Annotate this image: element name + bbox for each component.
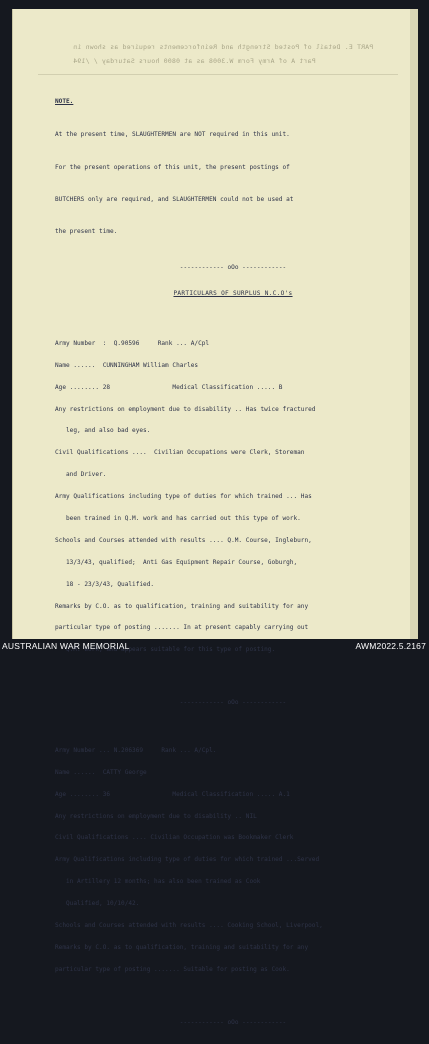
note-line: At the present time, SLAUGHTERMEN are NOT required in this unit. bbox=[55, 131, 290, 139]
entry-line: Army Qualifications including type of duties for which trained ... Has bbox=[55, 493, 312, 501]
entry-line: particular type of posting ....... In at present capably carrying out bbox=[55, 624, 309, 632]
bleed-through-line: Part A of Army Form W.3008 as at 0800 hours Saturday / /194 bbox=[73, 57, 316, 65]
footer-credit: AUSTRALIAN WAR MEMORIAL bbox=[2, 641, 130, 651]
note-heading: NOTE. bbox=[55, 97, 74, 105]
entry-line: Remarks by C.O. as to qualification, training and suitability for any bbox=[55, 602, 309, 610]
entry-line: Any restrictions on employment due to disability .. Has twice fractured bbox=[55, 405, 316, 413]
entry-line: 18 - 23/3/43, Qualified. bbox=[55, 580, 155, 588]
entry-line: leg, and also bad eyes. bbox=[55, 427, 151, 435]
entry-line: and Driver. bbox=[55, 471, 107, 479]
section-title: PARTICULARS OF SURPLUS N.C.O's bbox=[173, 290, 293, 298]
note-line: For the present operations of this unit, the present postings of bbox=[55, 163, 290, 171]
entry-line: 13/3/43, qualified; Anti Gas Equipment Repair Course, Goburgh, bbox=[55, 558, 298, 566]
entry-line: Remarks by C.O. as to qualification, training and suitability for any bbox=[55, 943, 309, 951]
entry-line: Civil Qualifications .... Civilian Occupation was Bookmaker Clerk bbox=[55, 834, 294, 842]
entry-line: Army Number ... N.206369 Rank ... A/Cpl. bbox=[55, 746, 217, 754]
entry-line: Name ...... CUNNINGHAM William Charles bbox=[55, 361, 199, 369]
entry-line: Schools and Courses attended with results .... Cooking School, Liverpool, bbox=[55, 921, 323, 929]
entry-line: Name ...... CATTY George bbox=[55, 768, 147, 776]
entry-line: particular type of posting ....... Suitable for posting as Cook. bbox=[55, 965, 290, 973]
entry-line: Qualified, 10/10/42. bbox=[55, 900, 140, 908]
entry-line: Age ........ 36 Medical Classification ..... A.1 bbox=[55, 790, 290, 798]
separator: ------------ oOo ------------ bbox=[179, 699, 287, 707]
entry-line: Schools and Courses attended with results .... Q.M. Course, Ingleburn, bbox=[55, 536, 312, 544]
entry-line: been trained in Q.M. work and has carried out this type of work. bbox=[55, 514, 301, 522]
nco-entry bbox=[55, 325, 411, 668]
entry-line: Any restrictions on employment due to disability .. NIL bbox=[55, 812, 257, 820]
typed-content bbox=[55, 83, 411, 1044]
nco-entry bbox=[55, 732, 411, 987]
entry-line: Civil Qualifications .... Civilian Occupations were Clerk, Storeman bbox=[55, 449, 305, 457]
note-line: BUTCHERS only are required, and SLAUGHTERMEN could not be used at bbox=[55, 195, 294, 203]
page-back-edge bbox=[410, 9, 418, 639]
entry-line: Army Qualifications including type of duties for which trained ...Served bbox=[55, 856, 320, 864]
bleed-through-rule bbox=[38, 74, 398, 75]
bleed-through-line: PART E. Detail of Posted Strength and Reinforcements required as shown in bbox=[73, 43, 374, 51]
entry-line: in Artillery 12 months; has also been trained as Cook bbox=[55, 878, 261, 886]
entry-line: Age ........ 28 Medical Classification ..... B bbox=[55, 383, 283, 391]
footer-accession-number: AWM2022.5.2167 bbox=[355, 641, 426, 651]
separator: ------------ oOo ------------ bbox=[179, 1018, 287, 1026]
note-line: the present time. bbox=[55, 227, 118, 235]
separator: ------------ oOo ------------ bbox=[179, 264, 287, 272]
entry-line: Q.M. work, and appears suitable for this type of posting. bbox=[55, 646, 276, 654]
entry-line: Army Number : Q.90596 Rank ... A/Cpl bbox=[55, 339, 210, 347]
